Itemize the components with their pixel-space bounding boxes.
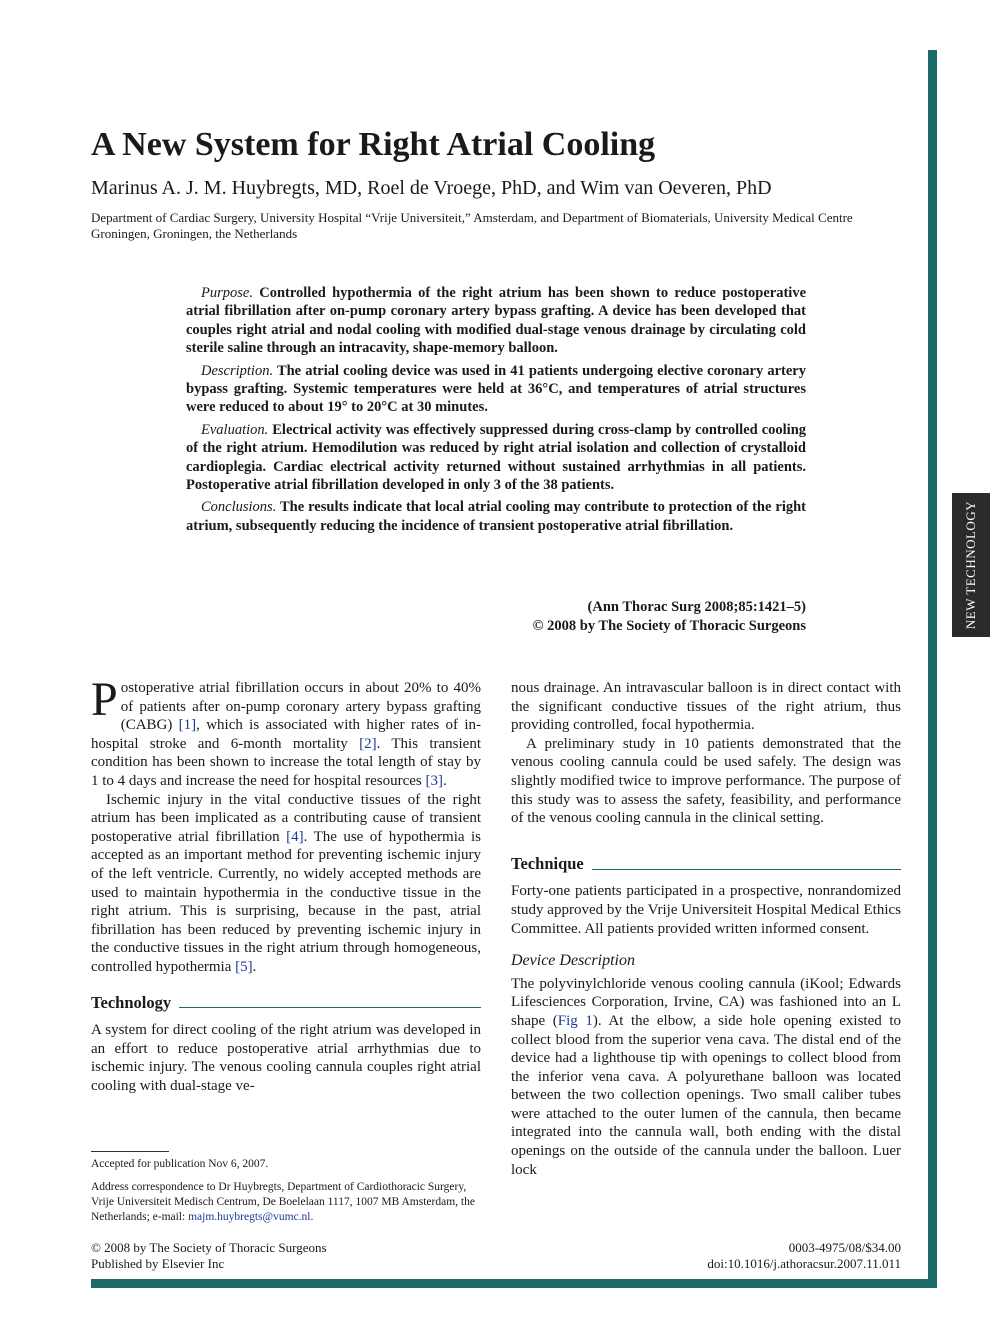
reference-link-2[interactable]: [2] bbox=[359, 735, 377, 752]
intro-paragraph-2 bbox=[91, 791, 481, 977]
intro-text: . bbox=[442, 772, 447, 789]
description-text: The atrial cooling device was used in 41 patients undergoing elective coronary artery bypass grafting. Systemic temperatures were held at 36°C, and temperatures of atrial structures were reduced to about 19° to 20°C at 30 minutes. bbox=[186, 362, 806, 416]
intro-text: . This transient condition has been shown to increase the total length of stay by 1 to 4 days and increase the need for hospital resources bbox=[91, 735, 481, 789]
left-column bbox=[91, 673, 482, 1095]
society-copyright: © 2008 by The Society of Thoracic Surgeons bbox=[532, 618, 806, 634]
side-accent-bar bbox=[928, 50, 937, 1288]
intro-text: , which is associated with higher rates of in-hospital stroke and 6-month mortality bbox=[91, 717, 482, 752]
section-tab bbox=[952, 493, 990, 637]
correspondence-text: Address correspondence to Dr Huybregts, Department of Cardiothoracic Surgery, Vrije Universiteit Medisch Centrum, De Boelelaan 1117, 1007 MB Amsterdam, the Netherlands; e-mail: bbox=[91, 1181, 475, 1223]
intro-text: ostoperative atrial fibrillation occurs in about 20% to 40% of patients after on-pump coronary artery bypass grafting (CABG) bbox=[120, 680, 481, 734]
conclusions-label: Conclusions. bbox=[201, 499, 277, 516]
bottom-accent-bar bbox=[91, 1279, 937, 1288]
technology-paragraph-2: A preliminary study in 10 patients demonstrated that the venous cooling cannula could be used safely. The design was slightly modified twice to improve performance. The purpose of this study was to assess the safety, feasibility, and performance of the venous cooling cannula in the clinical setting. bbox=[511, 735, 901, 827]
article-title: A New System for Right Atrial Cooling bbox=[91, 126, 656, 163]
intro-text: Ischemic injury in the vital conductive tissues of the right atrium has been implicated as a contributing cause of transient postoperative atrial fibrillation bbox=[91, 791, 481, 845]
footnote-rule bbox=[91, 1151, 169, 1152]
figure-link-1[interactable]: Fig 1 bbox=[557, 1012, 593, 1029]
footnotes bbox=[91, 1157, 481, 1233]
description-label: Description. bbox=[201, 362, 274, 379]
correspondence-note bbox=[91, 1180, 481, 1225]
affiliation: Department of Cardiac Surgery, University Hospital “Vrije Universiteit,” Amsterdam, and Department of Biomaterials, University Medical Centre Groningen, Groningen, the Netherlands bbox=[91, 210, 853, 241]
device-text: The polyvinylchloride venous cooling cannula (iKool; Edwards Lifesciences Corporation, Irvine, CA) was fashioned into an L shape ( bbox=[511, 975, 901, 1029]
doi-line: doi:10.1016/j.athoracsur.2007.11.011 bbox=[707, 1255, 901, 1271]
identifier-info bbox=[600, 1240, 901, 1271]
section-tab-label: NEW TECHNOLOGY bbox=[963, 500, 979, 630]
accepted-note: Accepted for publication Nov 6, 2007. bbox=[91, 1158, 269, 1170]
reference-link-5[interactable]: [5] bbox=[235, 958, 253, 975]
purpose-text: Controlled hypothermia of the right atrium has been shown to reduce postoperative atrial fibrillation after on-pump coronary artery bypass grafting. A device has been developed that couples right atrial and nodal cooling with modified dual-stage venous drainage by circulating cold sterile saline through an intracavity, shape-memory balloon. bbox=[186, 285, 807, 357]
abstract bbox=[186, 284, 806, 539]
publisher-info bbox=[91, 1240, 327, 1271]
publisher-line: Published by Elsevier Inc bbox=[91, 1255, 225, 1271]
abstract-purpose bbox=[186, 284, 806, 358]
right-column bbox=[511, 679, 901, 1179]
technology-paragraph-part-1: A system for direct cooling of the right atrium was developed in an effort to reduce postoperative atrial arrhythmias due to ischemic injury. The venous cooling cannula couples right atrial cooling with dual-stage ve- bbox=[91, 1022, 481, 1094]
device-paragraph bbox=[511, 975, 901, 1180]
intro-text: . bbox=[252, 958, 257, 975]
email-link[interactable]: majm.huybregts@vumc.nl bbox=[188, 1211, 311, 1223]
intro-text: . The use of hypothermia is accepted as an important method for preventing ischemic injury of the left ventricle. Currently, no widely accepted methods are used to maintain hypothermia in the conductive tissue in the right atrium. This is surprising, because in the past, atrial fibrillation has been reduced by preventing ischemic injury in the conductive tissues in the right atrium through homogeneous, controlled hypothermia bbox=[91, 828, 482, 975]
conclusions-text: The results indicate that local atrial cooling may contribute to protection of the right atrium, subsequently reducing the incidence of transient postoperative atrial fibrillation. bbox=[186, 499, 806, 534]
reference-link-1[interactable]: [1] bbox=[178, 717, 197, 734]
device-description-heading: Device Description bbox=[511, 952, 635, 970]
heading-rule bbox=[592, 869, 901, 870]
abstract-conclusions bbox=[186, 498, 806, 535]
copyright-line: © 2008 by The Society of Thoracic Surgeons bbox=[91, 1240, 327, 1255]
author-list: Marinus A. J. M. Huybregts, MD, Roel de Vroege, PhD, and Wim van Oeveren, PhD bbox=[91, 177, 772, 199]
technique-heading-text: Technique bbox=[511, 853, 584, 873]
evaluation-label: Evaluation. bbox=[201, 421, 269, 438]
evaluation-text: Electrical activity was effectively suppressed during cross-clamp by controlled cooling of the right atrium. Hemodilution was reduced by right atrial isolation and collection of crystalloid cardioplegia. Cardiac electrical activity returned without sustained arrhythmias in all patients. Postoperative atrial fibrillation developed in only 3 of the 38 patients. bbox=[186, 421, 807, 494]
abstract-evaluation bbox=[186, 421, 806, 495]
heading-rule bbox=[179, 1007, 481, 1008]
technology-paragraph-part-2: nous drainage. An intravascular balloon is in direct contact with the significant conductive tissues of the right atrium, thus providing controlled, focal hypothermia. bbox=[511, 680, 901, 734]
purpose-label: Purpose. bbox=[201, 285, 253, 301]
reference-link-4[interactable]: [4] bbox=[286, 828, 304, 845]
technique-paragraph: Forty-one patients participated in a prospective, nonrandomized study approved by the Vrije Universiteit Hospital Medical Ethics Committee. All patients provided written informed consent. bbox=[511, 883, 901, 937]
abstract-description bbox=[186, 362, 806, 417]
issn-line: 0003-4975/08/$34.00 bbox=[788, 1240, 901, 1255]
intro-paragraph-1 bbox=[91, 673, 482, 791]
technique-heading bbox=[511, 855, 901, 874]
drop-cap: P bbox=[91, 673, 118, 726]
technology-heading bbox=[91, 994, 481, 1013]
correspondence-text: . bbox=[310, 1211, 314, 1223]
device-text: ). At the elbow, a side hole opening existed to collect blood from the superior vena cava. The distal end of the device had a lighthouse tip with openings to collect blood from the inferior vena cava. A polyurethane balloon was located between the two collection openings. Two small caliber tubes were attached to the outer lumen of the cannula, then became integrated into the cannula wall, both ending with the distal openings on the outside of the cannula under the balloon. Luer lock bbox=[511, 1012, 901, 1178]
technology-heading-text: Technology bbox=[91, 992, 172, 1012]
reference-link-3[interactable]: [3] bbox=[425, 772, 443, 789]
citation-block bbox=[186, 598, 806, 636]
journal-citation: (Ann Thorac Surg 2008;85:1421–5) bbox=[587, 599, 806, 615]
